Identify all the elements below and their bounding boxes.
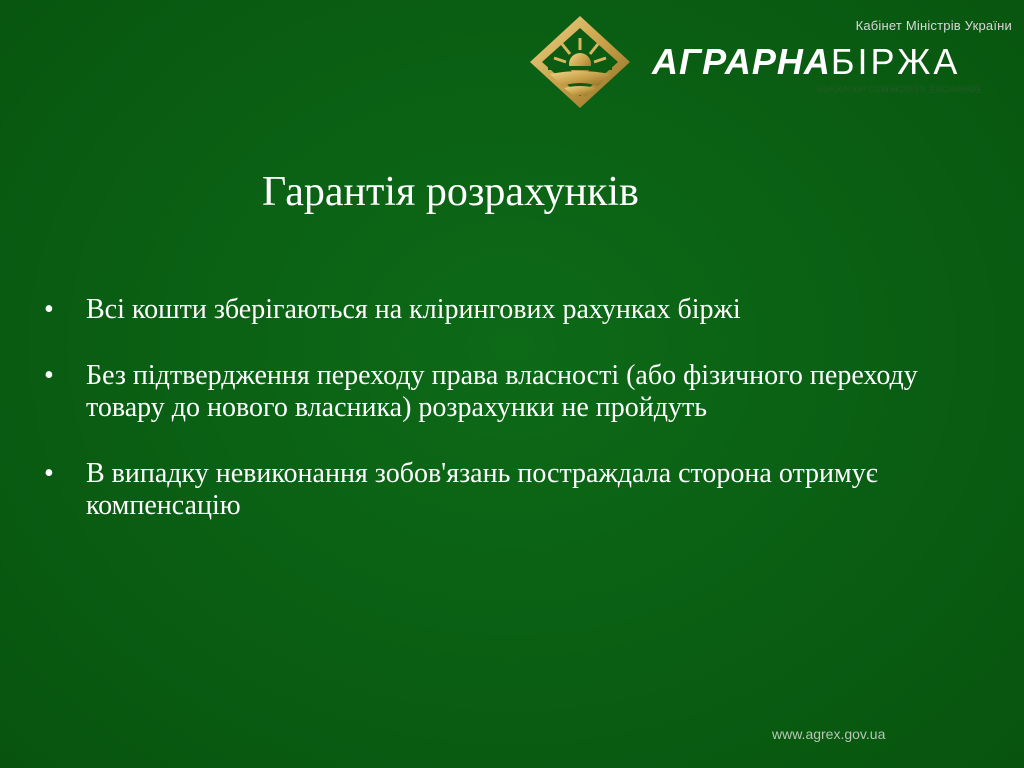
bullet-item [44,360,984,424]
bullet-item [44,294,984,326]
brand-subtitle: AGRARIAN COMMODITY EXCHANGE [816,84,982,94]
bullet-marker: • [44,294,54,325]
brand-light-text: БІРЖА [830,41,961,82]
bullet-text: Всі кошти зберігаються на клірингових рахунках біржі [86,294,741,325]
bullet-text: В випадку невиконання зобов'язань постраждала сторона отримує компенсацію [86,458,878,521]
diamond-sunrise-icon [528,14,632,110]
brand-name [652,42,960,82]
bullet-marker: • [44,458,54,489]
agrex-logo [528,14,1018,110]
bullet-marker: • [44,360,54,391]
footer-url[interactable]: www.agrex.gov.ua [772,726,886,742]
bullet-item [44,458,984,522]
brand-bold-text: АГРАРНА [652,41,831,82]
bullet-text: Без підтвердження переходу права власності (або фізичного переходу товару до нового власника) розрахунки не пройдуть [86,360,918,423]
slide-title: Гарантія розрахунків [262,169,639,215]
cabinet-label: Кабінет Міністрів України [855,18,1012,33]
bullet-list [44,294,984,522]
